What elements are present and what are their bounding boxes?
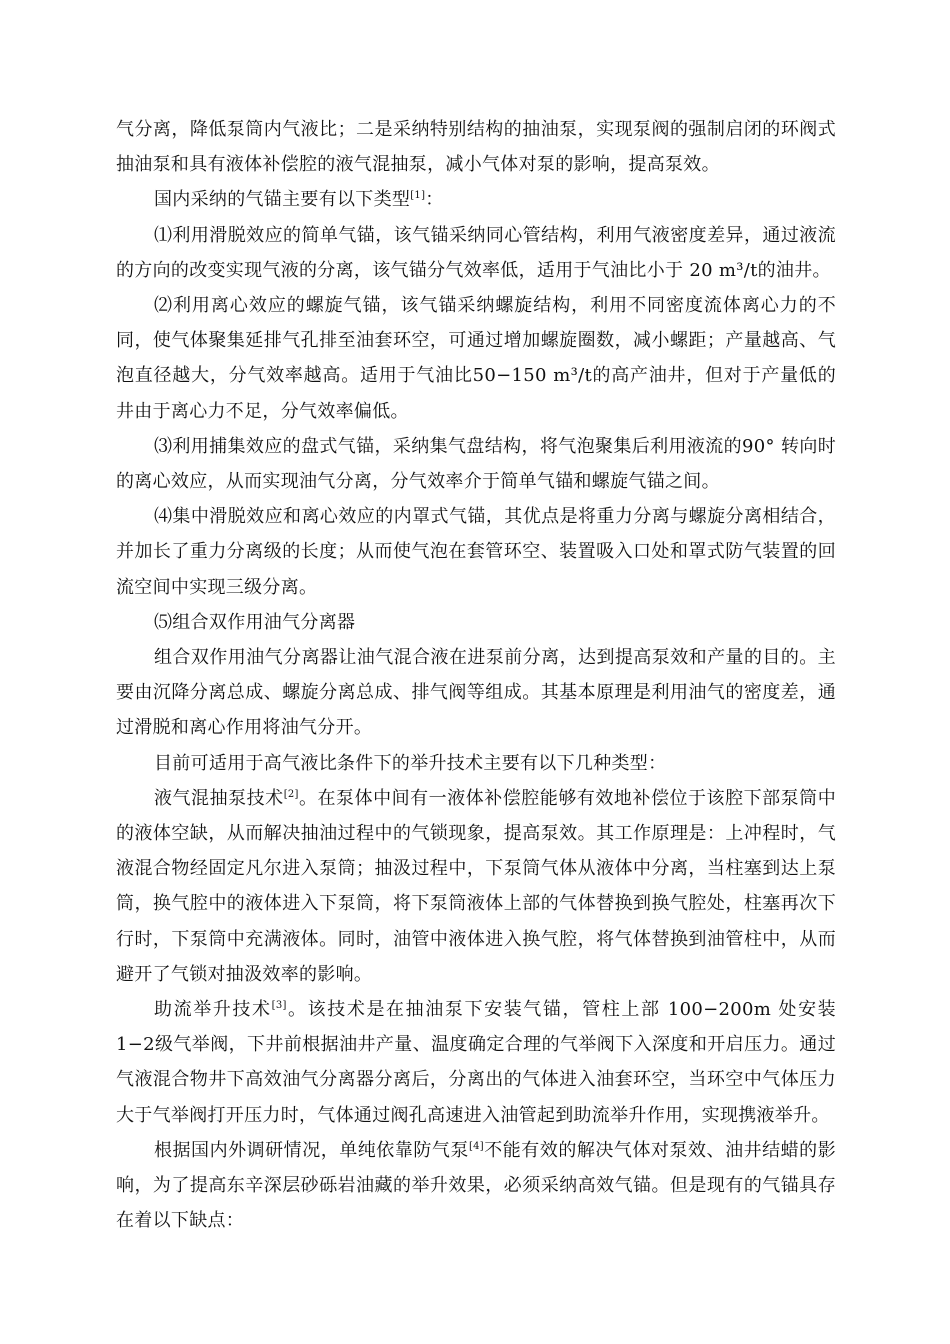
paragraph-text: 根据国内外调研情况，单纯依靠防气泵 — [154, 1139, 469, 1161]
citation-ref: [3] — [271, 1000, 287, 1012]
paragraph-combined-separator-desc: 组合双作用油气分离器让油气混合液在进泵前分离，达到提高泵效和产量的目的。主要由沉降分离总成、螺旋分离总成、排气阀等组成。其基本原理是利用油气的密度差，通过滑脱和离心作用将油气分开。 — [116, 647, 836, 739]
list-item-inner-cover-gas-anchor: ⑷集中滑脱效应和离心效应的内罩式气锚，其优点是将重力分离与螺旋分离相结合，并加长了重力分离级的长度；从而使气泡在套管环空、装置吸入口处和罩式防气装置的回流空间中实现三级分离。 — [116, 506, 836, 598]
list-item-disc-gas-anchor: ⑶利用捕集效应的盘式气锚，采纳集气盘结构，将气泡聚集后利用液流的90° 转向时的离心效应，从而实现油气分离，分气效率介于简单气锚和螺旋气锚之间。 — [116, 435, 836, 493]
list-item-spiral-gas-anchor: ⑵利用离心效应的螺旋气锚，该气锚采纳螺旋结构，利用不同密度流体离心力的不同，使气体聚集延排气孔排至油套环空，可通过增加螺旋圈数，减小螺距；产量越高、气泡直径越大，分气效率越高。适用于气油比50−150 m³/t的高产油井，但对于产量低的井由于离心力不足，分气效率偏低。 — [116, 295, 836, 422]
document-body — [116, 112, 836, 1239]
paragraph-text: 。该技术是在抽油泵下安装气锚，管柱上部 100−200m 处安装 1−2级气举阀，下井前根据油井产量、温度确定合理的气举阀下入深度和开启压力。通过气液混合物井下高效油气分离器分离后，分离出的气体进入油套环空，当环空中气体压力大于气举阀打开压力时，气体通过阀孔高速进入油管起到助流举升作用，实现携液举升。 — [116, 999, 836, 1126]
paragraph-assisted-lift — [116, 992, 836, 1133]
paragraph-text: 助流举升技术 — [154, 999, 272, 1021]
paragraph-text: ： — [425, 189, 444, 211]
citation-ref: [2] — [283, 788, 299, 800]
paragraph-gas-liquid-pump — [116, 781, 836, 992]
paragraph-lift-technology-intro: 目前可适用于高气液比条件下的举升技术主要有以下几种类型： — [154, 752, 667, 774]
paragraph-gas-anchor-types — [116, 182, 836, 217]
paragraph-gas-separation-intro: 气分离，降低泵筒内气液比；二是采纳特别结构的抽油泵，实现泵阀的强制启闭的环阀式抽油泵和具有液体补偿腔的液气混抽泵，减小气体对泵的影响，提高泵效。 — [116, 119, 836, 176]
paragraph-research-conclusion — [116, 1133, 836, 1239]
paragraph-text: 。在泵体中间有一液体补偿腔能够有效地补偿位于该腔下部泵筒中的液体空缺，从而解决抽油过程中的气锁现象，提高泵效。其工作原理是：上冲程时，气液混合物经固定凡尔进入泵筒；抽汲过程中，下泵筒气体从液体中分离，当柱塞到达上泵筒，换气腔中的液体进入下泵筒，将下泵筒液体上部的气体替换到换气腔处，柱塞再次下行时，下泵筒中充满液体。同时，油管中液体进入换气腔，将气体替换到油管柱中，从而避开了气锁对抽汲效率的影响。 — [116, 787, 836, 985]
paragraph-text: 液气混抽泵技术 — [154, 787, 284, 809]
list-item-combined-separator: ⑸组合双作用油气分离器 — [154, 611, 356, 633]
citation-ref: [1] — [410, 190, 426, 202]
list-item-simple-gas-anchor: ⑴利用滑脱效应的简单气锚，该气锚采纳同心管结构，利用气液密度差异，通过液流的方向的改变实现气液的分离，该气锚分气效率低，适用于气油比小于 20 m³/t的油井。 — [116, 224, 836, 281]
paragraph-text: 不能有效的解决气体对泵效、油井结蜡的影响，为了提高东辛深层砂砾岩油藏的举升效果，必须采纳高效气锚。但是现有的气锚具存在着以下缺点： — [116, 1139, 836, 1232]
citation-ref: [4] — [468, 1140, 485, 1152]
paragraph-text: 国内采纳的气锚主要有以下类型 — [154, 189, 411, 211]
